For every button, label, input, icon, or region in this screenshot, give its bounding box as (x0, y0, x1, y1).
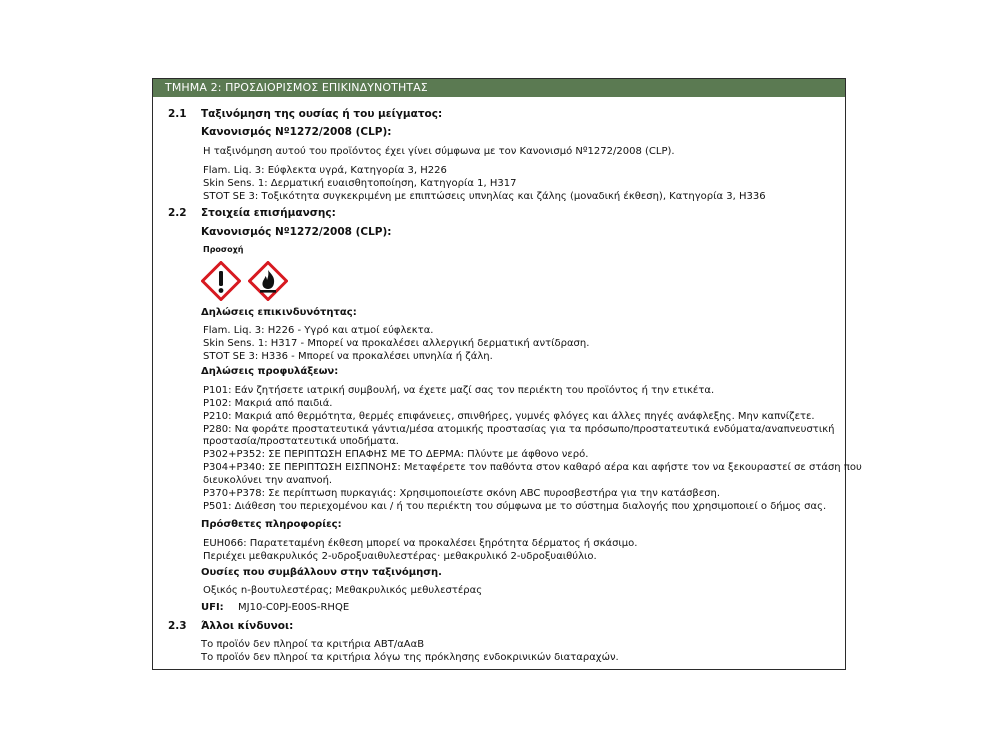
ufi-value: MJ10-C0PJ-E00S-RHQE (238, 602, 350, 613)
subsection-number-2-2: 2.2 (168, 207, 187, 219)
precautionary-line: P370+P378: Σε περίπτωση πυρκαγιάς: Χρησιμοποιείστε σκόνη ABC πυροσβεστήρα για την κατάσβεση. (203, 488, 721, 499)
precautionary-line: διευκολύνει την αναπνοή. (203, 475, 333, 486)
subsection-number-2-1: 2.1 (168, 108, 187, 120)
subsection-title-2-2: Στοιχεία επισήμανσης: (201, 207, 336, 219)
additional-info-heading: Πρόσθετες πληροφορίες: (201, 519, 342, 530)
precautionary-line: P101: Εάν ζητήσετε ιατρική συμβουλή, να έχετε μαζί σας τον περιέκτη του προϊόντος ή την ετικέτα. (203, 385, 715, 396)
hazard-statements-heading: Δηλώσεις επικινδυνότητας: (201, 307, 357, 318)
precautionary-statements-heading: Δηλώσεις προφυλάξεων: (201, 366, 339, 377)
precautionary-line: P210: Μακριά από θερμότητα, θερμές επιφάνειες, σπινθήρες, γυμνές φλόγες και άλλες πηγές ανάφλεξης. Μην καπνίζετε. (203, 411, 815, 422)
flame-icon (248, 261, 288, 301)
additional-info-line: Περιέχει μεθακρυλικός 2-υδροξυαιθυλεστέρας· μεθακρυλικό 2-υδροξυαιθύλιο. (203, 551, 597, 562)
regulation-heading-2-1: Κανονισμός Nº1272/2008 (CLP): (201, 126, 392, 138)
hazard-statement: STOT SE 3: H336 - Μπορεί να προκαλέσει υπνηλία ή ζάλη. (203, 351, 493, 362)
classification-line: STOT SE 3: Τοξικότητα συγκεκριμένη με επιπτώσεις υπνηλίας και ζάλης (μοναδική έκθεση), Κατηγορία 3, H336 (203, 191, 766, 202)
precautionary-line: P102: Μακριά από παιδιά. (203, 398, 333, 409)
precautionary-line: P302+P352: ΣΕ ΠΕΡΙΠΤΩΣΗ ΕΠΑΦΗΣ ΜΕ ΤΟ ΔΕΡΜΑ: Πλύντε με άφθονο νερό. (203, 449, 589, 460)
additional-info-line: EUH066: Παρατεταμένη έκθεση μπορεί να προκαλέσει ξηρότητα δέρματος ή σκάσιμο. (203, 538, 638, 549)
ufi-label: UFI: (201, 602, 224, 613)
other-hazards-line: Το προϊόν δεν πληροί τα κριτήρια ABT/αΑαB (201, 639, 425, 650)
classification-line: Flam. Liq. 3: Εύφλεκτα υγρά, Κατηγορία 3, H226 (203, 165, 447, 176)
sds-section-2 (152, 78, 862, 670)
precautionary-line: προστασία/προστατευτικά υποδήματα. (203, 436, 399, 447)
other-hazards-line: Το προϊόν δεν πληροί τα κριτήρια λόγω της πρόκλησης ενδοκρινικών διαταραχών. (201, 652, 619, 663)
exclamation-icon (201, 261, 241, 301)
subsection-title-2-1: Ταξινόμηση της ουσίας ή του μείγματος: (201, 108, 443, 120)
precautionary-line: P501: Διάθεση του περιεχομένου και / ή του περιέκτη του σύμφωνα με το σύστημα διαλογής που χρησιμοποιεί ο δήμος σας. (203, 501, 827, 512)
subsection-number-2-3: 2.3 (168, 620, 187, 632)
precautionary-line: P280: Να φοράτε προστατευτικά γάντια/μέσα ατομικής προστασίας για τα πρόσωπο/προστατευτικά ενδύματα/αναπνευστική (203, 424, 835, 435)
classification-line: Skin Sens. 1: Δερματική ευαισθητοποίηση, Κατηγορία 1, H317 (203, 178, 517, 189)
hazard-statement: Skin Sens. 1: H317 - Μπορεί να προκαλέσει αλλεργική δερματική αντίδραση. (203, 338, 590, 349)
subsection-title-2-3: Άλλοι κίνδυνοι: (201, 620, 294, 632)
regulation-heading-2-2: Κανονισμός Nº1272/2008 (CLP): (201, 226, 392, 238)
classification-statement: Η ταξινόμηση αυτού του προϊόντος έχει γίνει σύμφωνα με τον Κανονισμό Nº1272/2008 (CLP). (203, 146, 675, 157)
signal-word: Προσοχή (203, 245, 244, 254)
contributing-substances-value: Οξικός n-βουτυλεστέρας; Μεθακρυλικός μεθυλεστέρας (203, 585, 483, 596)
contributing-substances-heading: Ουσίες που συμβάλλουν στην ταξινόμηση. (201, 567, 442, 578)
hazard-statement: Flam. Liq. 3: H226 - Υγρό και ατμοί εύφλεκτα. (203, 325, 434, 336)
precautionary-line: P304+P340: ΣΕ ΠΕΡΙΠΤΩΣΗ ΕΙΣΠΝΟΗΣ: Μεταφέρετε τον παθόντα στον καθαρό αέρα και αφήστε τον να ξεκουραστεί σε στάση που (203, 462, 862, 473)
section-header: ΤΜΗΜΑ 2: ΠΡΟΣΔΙΟΡΙΣΜΟΣ ΕΠΙΚΙΝΔΥΝΟΤΗΤΑΣ (153, 79, 845, 97)
